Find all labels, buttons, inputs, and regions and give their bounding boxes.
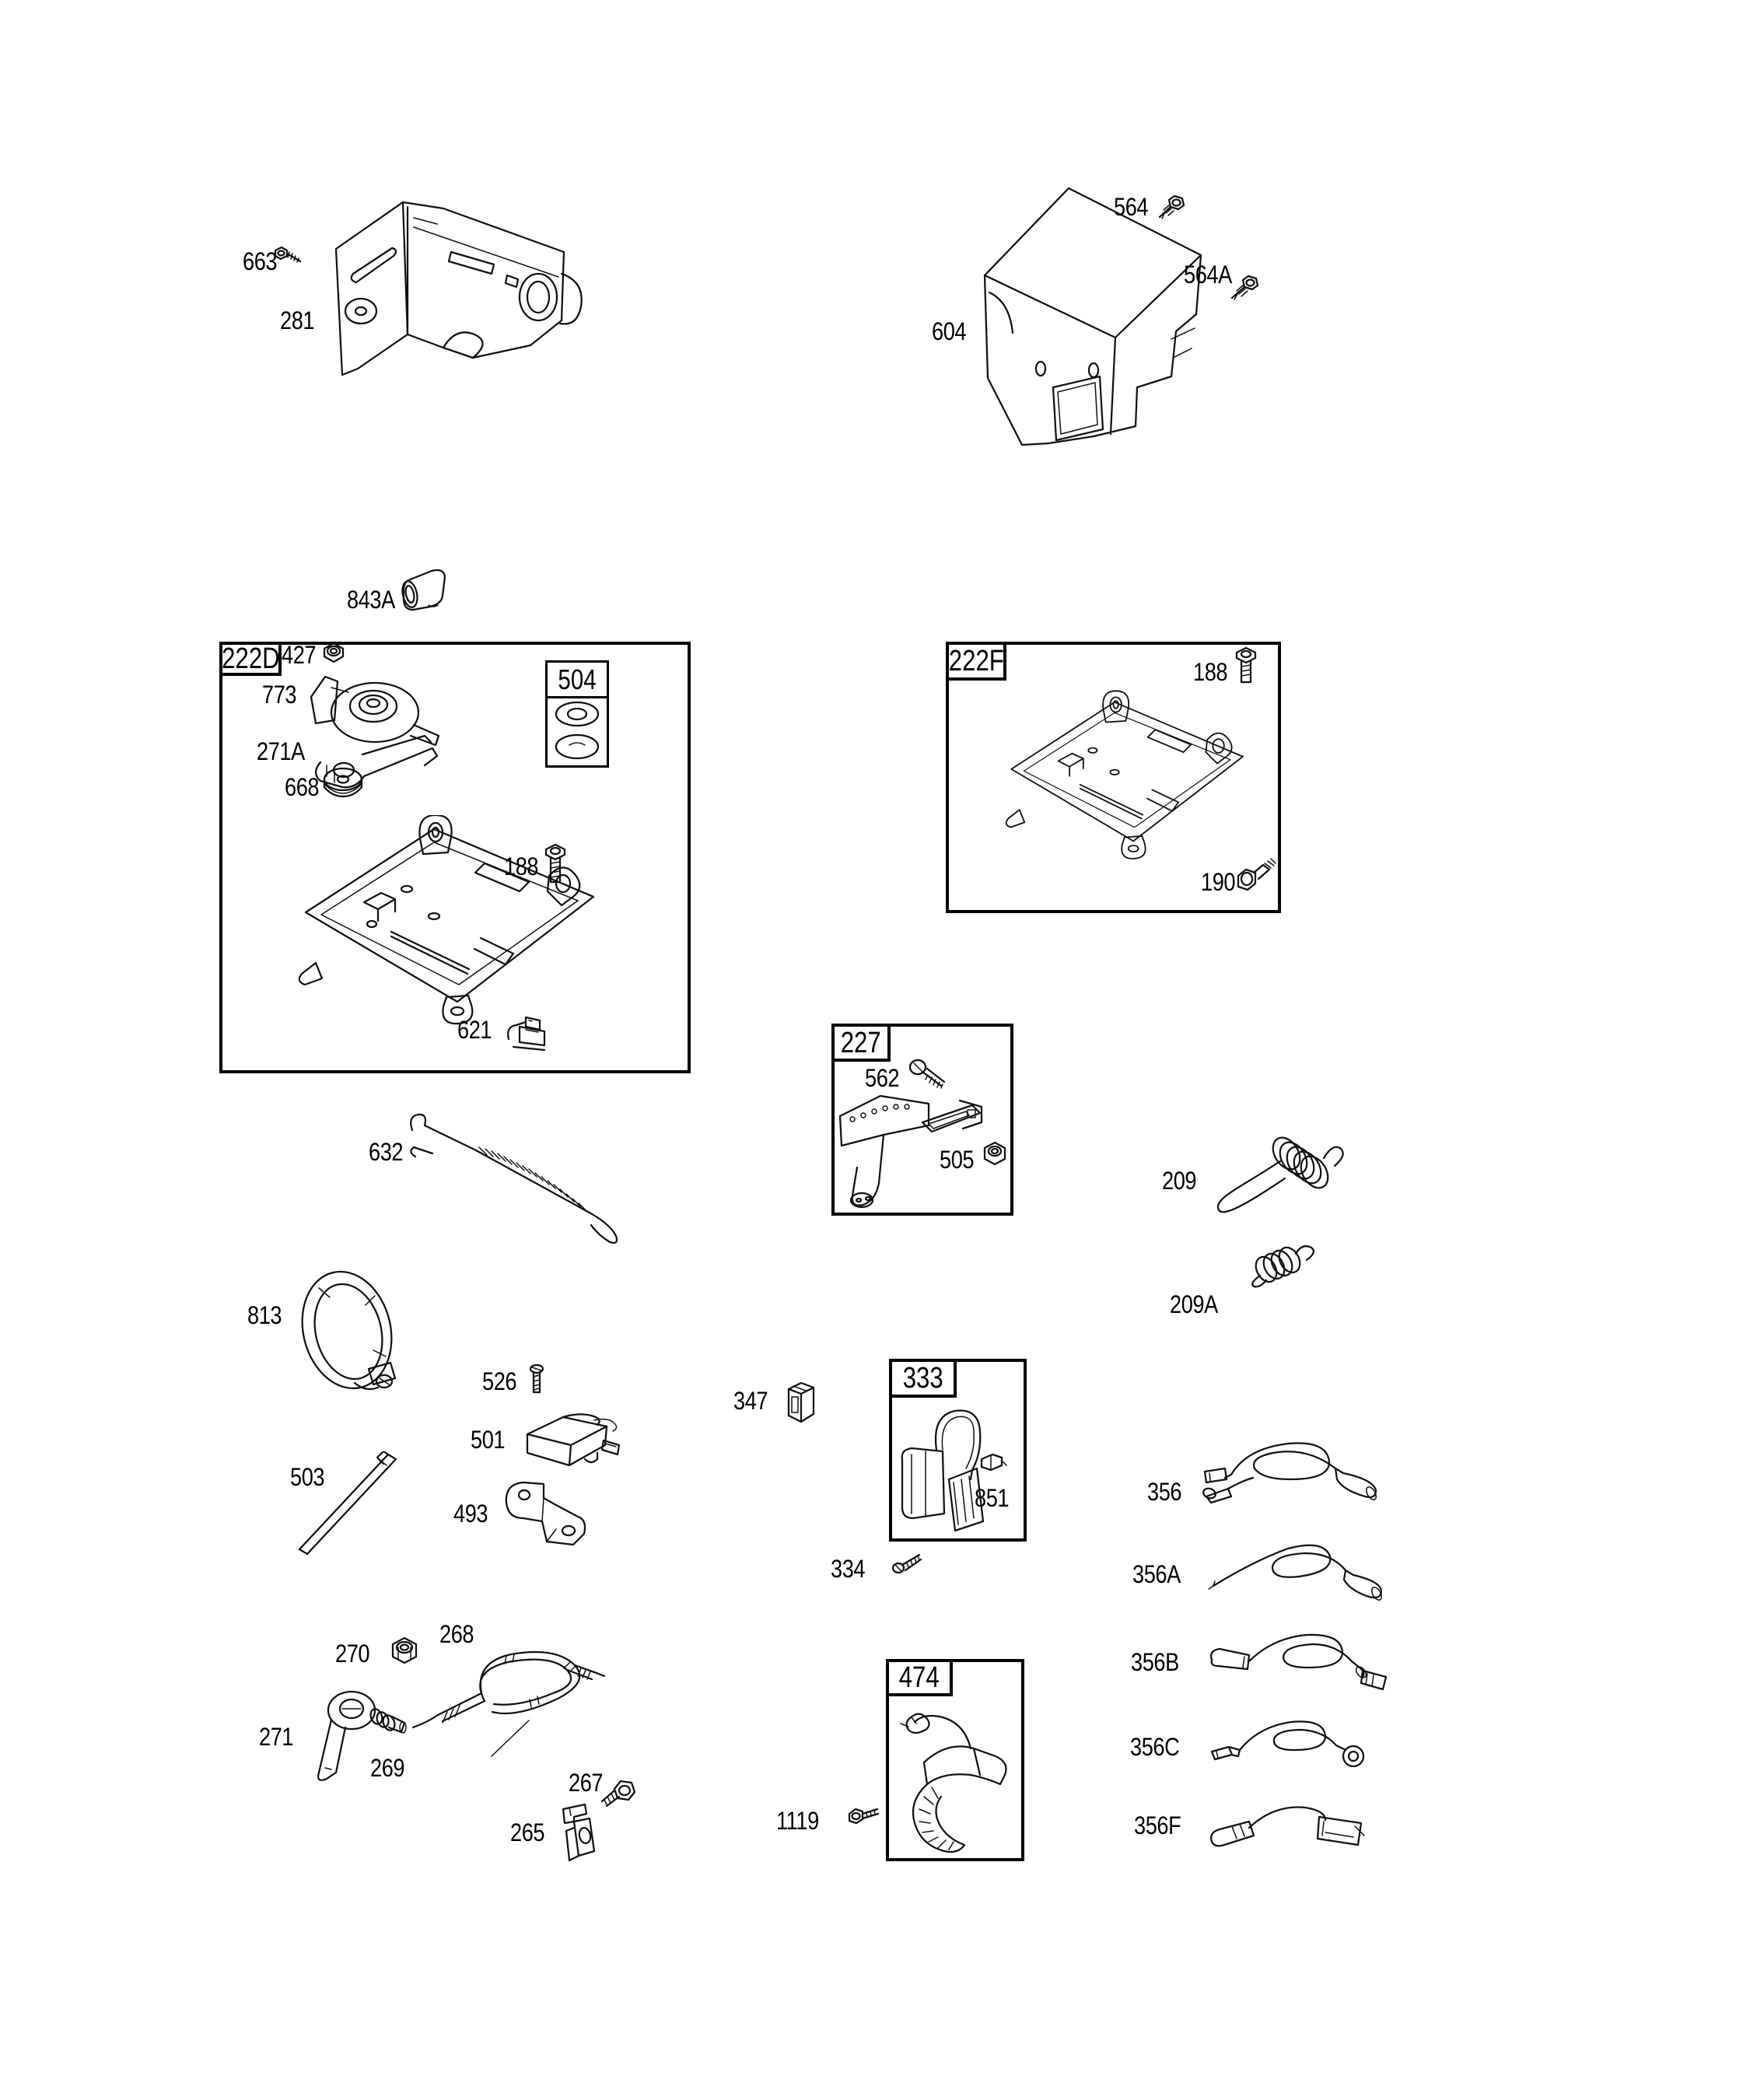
callout-604: 604 bbox=[932, 317, 967, 345]
extension-spring-209-icon bbox=[1209, 1121, 1347, 1223]
hex-bolt-188b-icon bbox=[1232, 646, 1260, 688]
group-box-333-label: 333 bbox=[889, 1359, 957, 1398]
callout-773: 773 bbox=[262, 681, 297, 709]
screw-334-icon bbox=[891, 1549, 924, 1575]
leader-line-269-icon bbox=[487, 1716, 535, 1760]
callout-267: 267 bbox=[569, 1769, 604, 1797]
callout-493: 493 bbox=[453, 1500, 488, 1528]
extension-spring-209A-icon bbox=[1243, 1237, 1319, 1290]
callout-562: 562 bbox=[865, 1064, 900, 1092]
control-rod-503-icon bbox=[296, 1451, 399, 1559]
control-bracket-222F-icon bbox=[964, 678, 1252, 904]
callout-813: 813 bbox=[247, 1301, 282, 1329]
callout-268: 268 bbox=[439, 1620, 474, 1648]
callout-564A: 564A bbox=[1184, 261, 1232, 289]
clip-621-icon bbox=[502, 1014, 549, 1053]
wire-356F-icon bbox=[1209, 1801, 1370, 1851]
choke-lever-271-icon bbox=[308, 1682, 409, 1787]
callout-503: 503 bbox=[290, 1463, 325, 1491]
callout-1119: 1119 bbox=[776, 1807, 819, 1835]
hex-screw-1119-icon bbox=[846, 1801, 880, 1828]
governor-link-632-icon bbox=[401, 1107, 628, 1253]
shroud-bracket-281-icon bbox=[327, 180, 591, 384]
washer-pair-504-icon bbox=[552, 698, 602, 764]
callout-427: 427 bbox=[282, 641, 317, 669]
terminal-851-icon bbox=[978, 1450, 1008, 1473]
callout-209: 209 bbox=[1162, 1167, 1197, 1195]
hex-nut-505-icon bbox=[982, 1139, 1008, 1168]
hex-screw-663-icon bbox=[272, 244, 303, 269]
callout-356B: 356B bbox=[1131, 1648, 1179, 1676]
callout-271A: 271A bbox=[257, 737, 305, 765]
washer-668-icon bbox=[322, 764, 364, 800]
callout-356A: 356A bbox=[1132, 1560, 1181, 1588]
callout-564: 564 bbox=[1114, 193, 1149, 221]
group-box-222F-label: 222F bbox=[946, 642, 1006, 681]
callout-632: 632 bbox=[369, 1138, 404, 1166]
engine-cover-604-icon bbox=[977, 184, 1214, 473]
switch-block-347-icon bbox=[782, 1380, 817, 1425]
callout-270: 270 bbox=[335, 1640, 370, 1668]
wire-356C-icon bbox=[1207, 1714, 1369, 1767]
wire-356A-icon bbox=[1207, 1539, 1384, 1603]
callout-188-222F: 188 bbox=[1193, 658, 1228, 686]
callout-271: 271 bbox=[259, 1723, 294, 1751]
wire-356-icon bbox=[1199, 1434, 1379, 1506]
group-box-474-label: 474 bbox=[886, 1659, 953, 1696]
callout-663: 663 bbox=[243, 247, 278, 275]
hex-nut-427-icon bbox=[321, 641, 346, 664]
inset-box-504-label: 504 bbox=[548, 663, 607, 698]
callout-356: 356 bbox=[1147, 1478, 1182, 1506]
sleeve-843A-icon bbox=[397, 566, 449, 613]
callout-356F: 356F bbox=[1134, 1811, 1181, 1839]
group-box-222D-label: 222D bbox=[219, 642, 282, 676]
hose-clamp-813-icon bbox=[300, 1265, 403, 1406]
clamp-bracket-265-icon bbox=[558, 1801, 597, 1864]
hex-bolt-188-icon bbox=[541, 843, 569, 888]
shoulder-bolt-190-icon bbox=[1235, 854, 1277, 894]
callout-356C: 356C bbox=[1130, 1733, 1180, 1761]
callout-347: 347 bbox=[733, 1387, 768, 1415]
callout-281: 281 bbox=[280, 306, 315, 334]
callout-269: 269 bbox=[370, 1754, 405, 1782]
callout-334: 334 bbox=[831, 1555, 866, 1583]
bracket-493-icon bbox=[499, 1475, 590, 1551]
callout-668: 668 bbox=[285, 773, 320, 801]
hex-screw-564A-icon bbox=[1227, 272, 1260, 303]
callout-526: 526 bbox=[482, 1367, 517, 1395]
wire-356B-icon bbox=[1207, 1627, 1392, 1691]
callout-190: 190 bbox=[1201, 868, 1236, 896]
screw-526-icon bbox=[528, 1364, 545, 1397]
callout-209A: 209A bbox=[1170, 1290, 1218, 1318]
callout-621: 621 bbox=[457, 1016, 492, 1044]
ignition-armature-474-icon bbox=[893, 1700, 1016, 1857]
callout-188-222D: 188 bbox=[504, 852, 539, 880]
callout-843A: 843A bbox=[347, 586, 395, 614]
control-lever-227-icon bbox=[835, 1091, 985, 1214]
callout-505: 505 bbox=[940, 1146, 975, 1174]
group-box-227-label: 227 bbox=[831, 1024, 891, 1062]
ignition-module-501-icon bbox=[516, 1411, 621, 1472]
callout-851: 851 bbox=[975, 1484, 1010, 1512]
hex-screw-267-icon bbox=[599, 1776, 638, 1808]
callout-265: 265 bbox=[510, 1818, 545, 1846]
callout-501: 501 bbox=[471, 1426, 506, 1454]
